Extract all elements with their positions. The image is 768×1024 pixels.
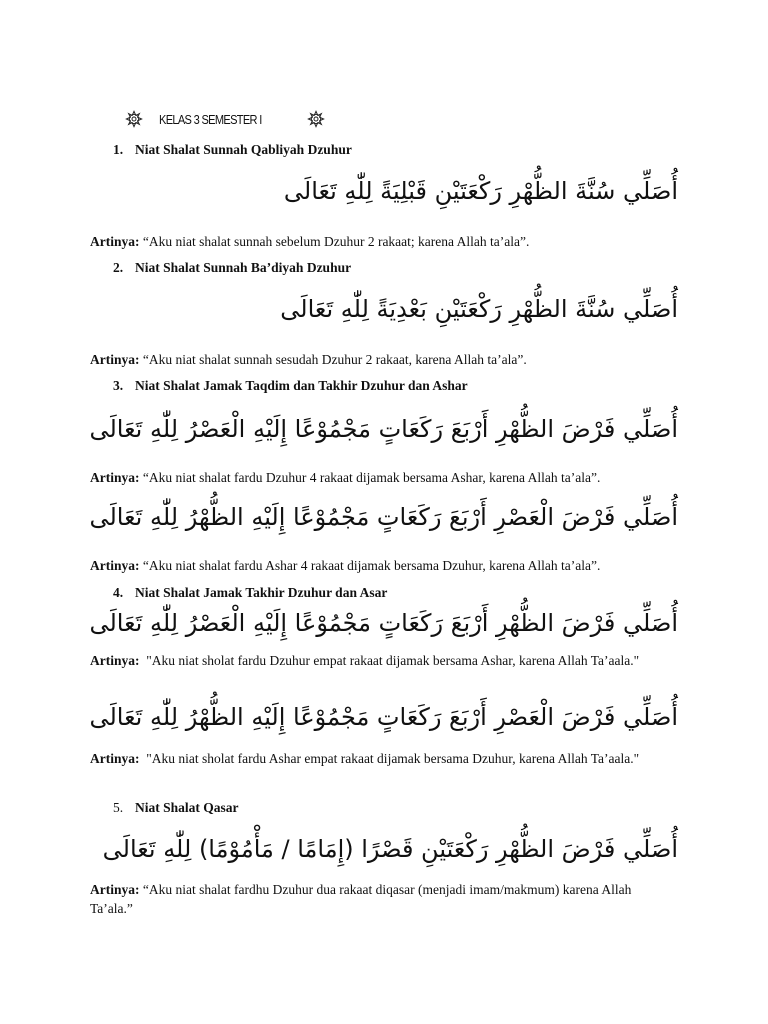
translation-text: “Aku niat shalat sunnah sesudah Dzuhur 2 rakaat, karena Allah ta’ala”. [142, 352, 527, 367]
translation [90, 232, 678, 251]
translation [90, 468, 678, 487]
section-header [125, 110, 325, 128]
section-number: 1. [113, 142, 124, 157]
translation-label: Artinya: [90, 558, 140, 573]
translation [90, 749, 678, 768]
section-heading [113, 800, 239, 816]
section-title: Niat Shalat Jamak Taqdim dan Takhir Dzuhur dan Ashar [135, 378, 468, 393]
section-number: 3. [113, 378, 124, 393]
flower-ornament-icon [307, 110, 325, 128]
section-heading [113, 585, 387, 601]
section-heading [113, 260, 351, 276]
translation-label: Artinya: [90, 234, 140, 249]
translation-text: “Aku niat shalat fardu Dzuhur 4 rakaat dijamak bersama Ashar, karena Allah ta’ala”. [142, 470, 601, 485]
translation-label: Artinya: [90, 470, 140, 485]
arabic-text: أُصَلِّي فَرْضَ الْعَصْرِ أَرْبَعَ رَكَعَاتٍ مَجْمُوْعًا إِلَيْهِ الظُّهْرُ لِلّٰهِ تَعَالَى [89, 703, 678, 731]
translation-text: "Aku niat sholat fardu Ashar empat rakaat dijamak bersama Dzuhur, karena Allah Ta’aala." [146, 751, 640, 766]
translation-label: Artinya: [90, 653, 140, 668]
translation-text: “Aku niat shalat fardu Ashar 4 rakaat dijamak bersama Dzuhur, karena Allah ta’ala”. [142, 558, 601, 573]
section-title: Niat Shalat Sunnah Qabliyah Dzuhur [135, 142, 352, 157]
header-title: KELAS 3 SEMESTER I [159, 111, 262, 127]
section-number: 5. [113, 800, 124, 815]
section-number: 2. [113, 260, 124, 275]
section-heading [113, 142, 352, 158]
translation [90, 880, 670, 918]
arabic-text: أُصَلِّي سُنَّةَ الظُّهْرِ رَكْعَتَيْنِ بَعْدِيَةً لِلّٰهِ تَعَالَى [280, 295, 678, 323]
translation-text: "Aku niat sholat fardu Dzuhur empat rakaat dijamak bersama Ashar, karena Allah Ta’aala." [146, 653, 640, 668]
translation [90, 350, 678, 369]
translation [90, 651, 678, 670]
section-heading [113, 378, 468, 394]
section-title: Niat Shalat Jamak Takhir Dzuhur dan Asar [135, 585, 388, 600]
translation-label: Artinya: [90, 751, 140, 766]
section-title: Niat Shalat Sunnah Ba’diyah Dzuhur [135, 260, 352, 275]
arabic-text: أُصَلِّي فَرْضَ الظُّهْرِ أَرْبَعَ رَكَعَاتٍ مَجْمُوْعًا إِلَيْهِ الْعَصْرُ لِلّٰهِ تَعَالَى [89, 609, 678, 637]
translation-text: “Aku niat shalat fardhu Dzuhur dua rakaat diqasar (menjadi imam/makmum) karena Allah Ta’ala.” [90, 882, 632, 916]
translation [90, 556, 678, 575]
translation-label: Artinya: [90, 352, 140, 367]
arabic-text: أُصَلِّي فَرْضَ الظُّهْرِ أَرْبَعَ رَكَعَاتٍ مَجْمُوْعًا إِلَيْهِ الْعَصْرُ لِلّٰهِ تَعَالَى [89, 415, 678, 443]
flower-ornament-icon [125, 110, 143, 128]
arabic-text: أُصَلِّي سُنَّةَ الظُّهْرِ رَكْعَتَيْنِ قَبْلِيَةً لِلّٰهِ تَعَالَى [283, 177, 678, 205]
section-number: 4. [113, 585, 124, 600]
arabic-text: أُصَلِّي فَرْضَ الظُّهْرِ رَكْعَتَيْنِ قَصْرًا (إِمَامًا / مَأْمُوْمًا) لِلّٰهِ تَعَالَى [102, 835, 678, 863]
translation-text: “Aku niat shalat sunnah sebelum Dzuhur 2 rakaat; karena Allah ta’ala”. [142, 234, 530, 249]
arabic-text: أُصَلِّي فَرْضَ الْعَصْرِ أَرْبَعَ رَكَعَاتٍ مَجْمُوْعًا إِلَيْهِ الظُّهْرُ لِلّٰهِ تَعَالَى [89, 503, 678, 531]
translation-label: Artinya: [90, 882, 140, 897]
section-title: Niat Shalat Qasar [135, 800, 239, 815]
